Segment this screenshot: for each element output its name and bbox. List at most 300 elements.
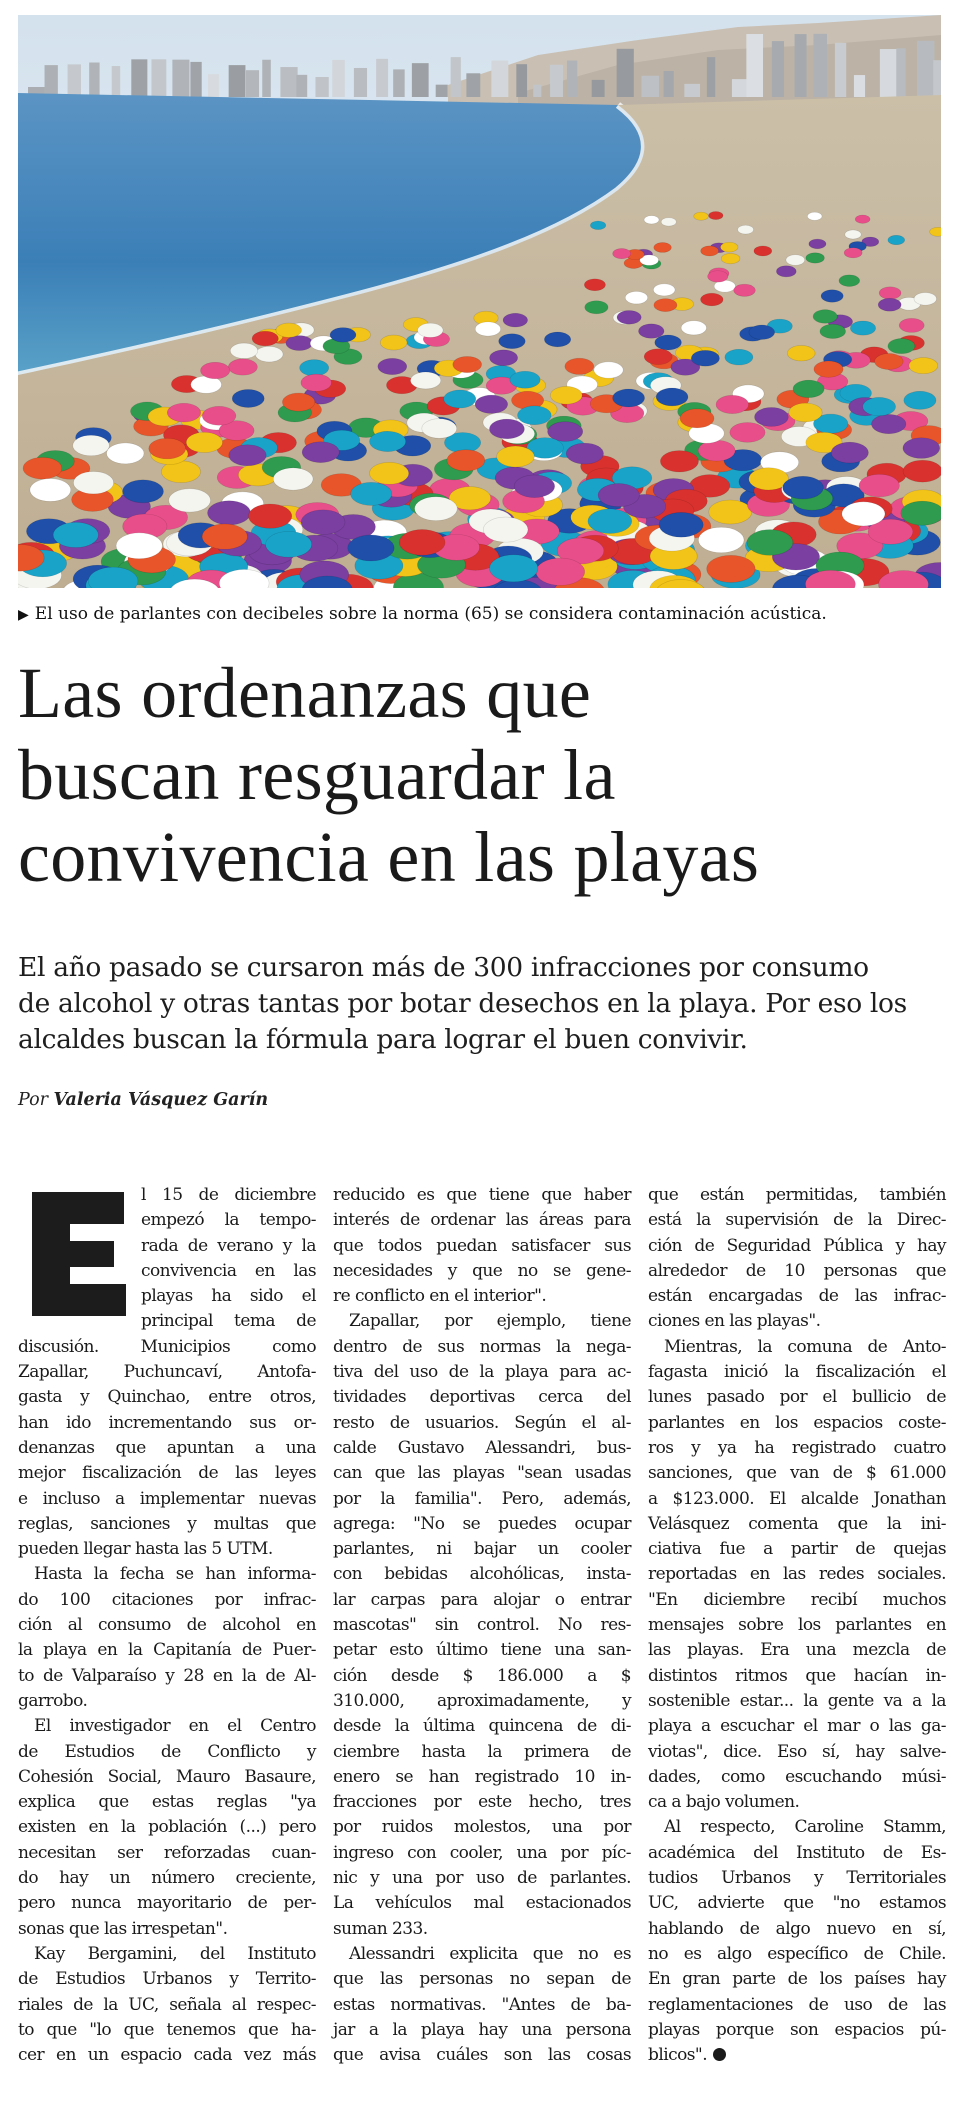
building-shape [436,85,448,97]
byline-author: Valeria Vásquez Garín [53,1090,269,1110]
umbrella-shape [725,349,753,365]
umbrella-shape [544,332,570,347]
umbrella-shape [888,339,915,354]
umbrella-shape [252,331,278,346]
umbrella-shape [566,443,603,464]
text-line: por la familia". Pero, además, [333,1488,631,1509]
body-column-2 [333,1183,631,2068]
text-line: hablando de algo nuevo en sí, [648,1918,946,1939]
text-line: enero se han registrado 10 in- [333,1766,631,1787]
umbrella-shape [644,216,659,224]
umbrella-shape [73,471,113,493]
umbrella-shape [73,435,110,455]
text-line: re conflicto en el interior". [333,1286,547,1307]
text-line: Mientras, la comuna de Anto- [664,1336,946,1357]
building-shape [746,34,763,97]
text-line: 310.000, aproximadamente, y [333,1690,631,1711]
umbrella-shape [721,253,740,263]
umbrella-shape [489,419,524,439]
umbrella-shape [875,353,904,369]
umbrella-shape [871,414,906,433]
building-shape [229,65,246,97]
umbrella-shape [370,431,406,451]
text-line: están encargadas de las infrac- [648,1286,946,1307]
umbrella-shape [590,221,605,230]
text-line: playa a escuchar el mar o las ga- [648,1716,946,1737]
paragraph [333,1942,631,2068]
umbrella-shape [248,504,291,528]
umbrella-shape [789,403,822,422]
text-line: han ido incrementando sus or- [18,1412,316,1433]
umbrella-shape [302,442,339,463]
umbrella-shape [806,253,825,263]
deck-line: El año pasado se cursaron más de 300 infracciones por consumo [18,952,869,983]
umbrella-shape [754,246,772,256]
building-shape [262,60,271,97]
caption-text: El uso de parlantes con decibeles sobre la norma (65) se considera contaminación acústica. [34,604,827,624]
building-shape [172,60,189,97]
umbrella-shape [839,275,860,287]
paragraph [648,1815,946,2068]
umbrella-shape [503,313,528,327]
building-shape [772,41,784,97]
text-line: suman 233. [333,1918,428,1939]
paragraph [18,1942,316,2068]
umbrella-shape [167,403,200,422]
building-shape [315,77,328,97]
umbrella-shape [483,517,528,542]
text-line: ros y ya ha registrado cuatro [648,1437,946,1458]
umbrella-shape [380,335,407,350]
building-shape [354,68,367,97]
umbrella-shape [691,350,719,366]
umbrella-shape [475,395,508,413]
umbrella-shape [536,558,585,585]
building-shape [795,34,807,97]
text-line: tividades deportivas cerca del [333,1387,631,1408]
text-line: las playas. Era una mezcla de [648,1640,946,1661]
umbrella-shape [720,242,738,252]
text-line: académica del Instituto de Es- [648,1842,946,1863]
text-line: UC, advierte que "no estamos [648,1893,946,1914]
umbrella-shape [859,474,899,497]
text-line: que todos puedan satisfacer sus [333,1235,631,1256]
umbrella-shape [787,345,815,361]
text-line: do hay un número creciente, [18,1868,316,1889]
umbrella-shape [490,555,538,582]
umbrella-shape [497,446,535,467]
text-line: petar esto último tiene una san- [333,1640,631,1661]
umbrella-shape [747,530,793,556]
umbrella-shape [904,391,936,409]
umbrella-shape [301,510,345,535]
text-line: con bebidas alcohólicas, insta- [333,1564,631,1585]
text-line: e incluso a implementar nuevas [18,1488,316,1509]
building-shape [45,65,58,97]
text-line: blicos". [648,2043,946,2068]
building-shape [933,60,941,97]
umbrella-shape [149,438,186,459]
text-line: dades, como escuchando músi- [648,1766,946,1787]
umbrella-shape [613,389,645,407]
text-line: rada de verano y la [141,1235,316,1256]
dropcap [28,1188,128,1319]
text-line: tiva del uso de la playa para ac- [333,1362,631,1383]
text-line: sonas que las irrespetan". [18,1918,228,1939]
text-line: lunes pasado por el bullicio de [648,1387,946,1408]
text-line: convivencia en las [141,1260,316,1281]
umbrella-shape [490,350,518,366]
text-line: playas ha sido el [141,1286,316,1307]
umbrella-shape [348,535,394,561]
building-shape [592,80,605,97]
text-line: la playa en la Capitanía de Puer- [18,1640,316,1661]
umbrella-shape [378,358,407,374]
umbrella-shape [370,462,409,484]
umbrella-shape [399,530,445,556]
text-line: mejor fiscalización de las leyes [18,1463,316,1484]
deck-line: alcaldes buscan la fórmula para lograr el buen convivir. [18,1024,748,1055]
text-line: cer en un espacio cada vez más [18,2045,316,2066]
paragraph [18,1335,316,1563]
text-line: to de Valparaíso y 28 en la de Al- [18,1665,316,1686]
umbrella-shape [585,301,608,314]
umbrella-shape [475,322,500,336]
text-line: Al respecto, Caroline Stamm, [664,1817,946,1838]
umbrella-shape [447,450,485,471]
text-line: explica que estas reglas "ya [18,1792,316,1813]
text-line: parlantes en los espacios coste- [648,1412,946,1433]
text-line: distintos ritmos que hacían in- [648,1665,946,1686]
umbrella-shape [680,409,714,428]
building-shape [131,59,147,97]
umbrella-shape [351,482,392,505]
umbrella-shape [613,249,631,259]
umbrella-shape [202,406,236,425]
building-shape [813,34,827,97]
building-shape [732,79,747,97]
building-shape [208,74,219,97]
text-line: can que las playas "sean usadas [333,1463,631,1484]
umbrella-shape [286,336,313,351]
umbrella-shape [709,212,723,220]
building-shape [68,64,81,97]
text-line: discusión. Municipios como [18,1336,316,1357]
umbrella-shape [855,215,870,223]
building-shape [617,49,634,97]
body-column-1 [18,1183,316,2068]
umbrella-shape [229,445,267,466]
umbrella-shape [783,476,824,499]
byline [18,1090,268,1110]
umbrella-shape [698,527,744,553]
beach-photo [18,15,941,588]
text-line: existen en la población (...) pero [18,1817,316,1838]
umbrella-shape [903,460,941,482]
umbrella-shape [814,361,843,377]
umbrella-shape [701,293,724,306]
text-line: de Estudios Urbanos y Territo- [18,1969,316,1990]
building-shape [641,76,659,97]
text-line: empezó la tempo- [141,1210,316,1231]
umbrella-shape [831,442,868,463]
text-line: fracciones por este hecho, tres [333,1792,631,1813]
text-line: ciativa fue a partir de quejas [648,1539,946,1560]
building-shape [835,43,846,97]
text-line: desde la última quincena de di- [333,1716,631,1737]
headline [18,652,948,898]
building-shape [880,49,897,97]
umbrella-shape [514,475,555,498]
umbrella-shape [107,443,144,464]
caption-marker-icon: ▶ [18,607,29,623]
text-line: Kay Bergamini, del Instituto [34,1943,316,1964]
umbrella-shape [654,243,672,253]
umbrella-shape [499,334,526,349]
text-line: necesidades y que no se gene- [333,1260,631,1281]
text-line: El investigador en el Centro [34,1716,316,1737]
text-line: no es algo específico de Chile. [648,1943,946,1964]
text-line: reglamentaciones de uso de las [648,1994,946,2015]
umbrella-shape [655,335,682,350]
umbrella-shape [793,380,824,397]
umbrella-shape [123,480,164,503]
umbrella-shape [709,500,752,524]
text-line: ca a bajo volumen. [648,1792,800,1813]
umbrella-shape [200,362,229,378]
text-line: ción de Seguridad Pública y hay [648,1235,946,1256]
umbrella-shape [755,407,789,426]
text-line: que están permitidas, también [648,1185,946,1205]
umbrella-shape [734,284,756,296]
umbrella-shape [518,406,552,425]
text-line: garrobo. [18,1690,88,1711]
umbrella-shape [694,212,709,220]
text-line: tudios Urbanos y Territoriales [648,1868,946,1889]
paragraph [648,1183,946,1335]
text-line: pero nunca mayoritario de per- [18,1893,316,1914]
building-shape [917,41,934,97]
umbrella-shape [888,235,905,244]
text-line: to que "lo que tenemos que ha- [18,2019,316,2040]
text-line: "En diciembre recibí muchos [648,1589,946,1610]
text-line: que avisa cuáles son las cosas [333,2045,631,2066]
deck-line: de alcohol y otras tantas por botar desechos en la playa. Por eso los [18,988,907,1019]
umbrella-shape [415,497,458,521]
umbrella-shape [588,509,632,534]
umbrella-shape [300,360,329,376]
text-line: l 15 de diciembre [141,1185,316,1205]
building-shape [516,64,527,97]
umbrella-shape [878,298,901,311]
text-line: ciembre hasta la primera de [333,1741,631,1762]
umbrella-shape [776,266,796,277]
text-line: Alessandri explicita que no es [349,1943,631,1964]
building-shape [854,75,865,97]
text-line: alrededor de 10 personas que [648,1260,946,1281]
umbrella-shape [701,246,719,256]
text-line: dentro de sus normas la nega- [333,1336,631,1357]
umbrella-shape [453,356,482,372]
text-line: ción desde $ 186.000 a $ [333,1665,631,1686]
article-deck [18,950,948,1058]
text-line: principal tema de [141,1311,316,1332]
umbrella-shape [444,390,476,408]
dropcap-letter-e-icon [28,1188,128,1319]
umbrella-shape [842,502,885,526]
umbrella-shape [228,359,257,375]
umbrella-shape [418,323,444,337]
text-line: Velásquez comenta que la ini- [648,1513,946,1534]
umbrella-shape [809,239,826,249]
umbrella-shape [749,325,775,339]
building-shape [190,62,201,97]
text-line: por ruidos molestos, una por [333,1817,631,1838]
text-line: La vehículos mal estacionados [333,1893,631,1914]
paragraph [333,1309,631,1941]
building-shape [112,66,121,97]
umbrella-shape [565,358,594,374]
umbrella-shape [255,346,283,362]
umbrella-shape [30,479,71,502]
umbrella-shape [738,225,754,234]
text-line: Zapallar, Puchuncaví, Antofa- [18,1362,316,1383]
text-line: viotas", dice. Eso sí, hay salve- [648,1741,946,1762]
body-column-3 [648,1183,946,2068]
text-line: ciones en las playas". [648,1311,821,1332]
text-line: Hasta la fecha se han informa- [34,1564,316,1585]
text-line: ingreso con cooler, una por píc- [333,1842,631,1863]
umbrella-shape [821,290,843,302]
text-line: sanciones, que van de $ 61.000 [648,1463,946,1484]
building-shape [550,65,563,97]
text-line: fagasta inició la fiscalización el [648,1362,946,1383]
text-line: necesitan ser reforzadas cuan- [18,1842,316,1863]
umbrella-shape [232,389,264,407]
building-shape [896,48,905,97]
umbrella-shape [276,323,302,337]
text-line: reglas, sanciones y multas que [18,1513,316,1534]
umbrella-shape [716,395,749,413]
text-line: gasta y Quinchao, entre otros, [18,1387,316,1408]
umbrella-shape [681,321,706,335]
building-shape [412,63,429,97]
building-shape [466,73,480,97]
building-shape [246,70,259,97]
umbrella-shape [661,218,676,226]
umbrella-shape [273,468,313,490]
umbrella-shape [901,501,941,525]
building-shape [393,69,405,97]
umbrella-shape [844,248,862,258]
umbrella-shape [638,324,664,338]
text-line: ción al consumo de alcohol en [18,1615,316,1636]
umbrella-shape [845,230,861,239]
text-line: mascotas" sin control. No res- [333,1615,631,1636]
text-line: que las personas no sepan de [333,1969,631,1990]
umbrella-shape [903,438,940,459]
photo-caption [18,603,948,626]
text-line: Cohesión Social, Mauro Basaure, [18,1766,316,1787]
umbrella-shape [914,293,936,306]
umbrella-shape [230,343,257,358]
text-line: sostenible estar... la gente va a la [648,1690,946,1711]
text-line: parlantes, ni bajar un cooler [333,1539,631,1560]
umbrella-shape [659,512,703,537]
paragraph [333,1183,631,1309]
umbrella-shape [23,457,62,479]
umbrella-shape [282,393,314,411]
umbrella-shape [169,489,211,512]
paragraph [648,1335,946,1816]
umbrella-shape [656,388,688,406]
building-shape [151,59,166,97]
byline-prefix: Por [18,1090,48,1110]
text-line: interés de ordenar las áreas para [333,1210,631,1231]
headline-line: convivencia en las playas [18,817,760,897]
umbrella-shape [909,358,938,374]
building-shape [451,57,461,97]
umbrella-shape [730,422,765,442]
text-line: está la supervisión de la Direc- [648,1210,946,1231]
text-line: lar carpas para alojar o entrar [333,1589,631,1610]
text-line: estas normativas. "Antes de ba- [333,1994,631,2015]
text-line: riales de la UC, señala al respec- [18,1994,316,2015]
umbrella-shape [707,555,755,582]
umbrella-shape [850,321,875,335]
umbrella-shape [202,524,247,549]
dropcap-glyph [32,1192,126,1316]
umbrella-shape [660,451,698,472]
text-line: Zapallar, por ejemplo, tiene [349,1311,631,1332]
building-shape [491,60,508,97]
umbrella-shape [53,522,98,547]
headline-line: buscan resguardar la [18,735,616,815]
umbrella-shape [807,212,822,220]
umbrella-shape [510,371,540,388]
umbrella-shape [625,291,647,304]
umbrella-shape [879,287,901,299]
building-shape [567,61,577,97]
umbrella-shape [422,419,457,439]
umbrella-shape [617,311,641,325]
building-shape [376,59,388,97]
umbrella-shape [820,324,846,338]
umbrella-shape [266,531,312,557]
building-shape [89,62,99,97]
umbrella-shape [410,372,440,389]
building-shape [707,57,715,97]
umbrella-shape [584,279,605,291]
end-of-article-icon [713,2048,726,2061]
text-line: nic y una por uso de parlantes. [333,1868,631,1889]
umbrella-shape [654,299,677,312]
building-shape [684,84,700,97]
text-line: mensajes sobre los parlantes en [648,1615,946,1636]
text-line: jar a la playa hay una persona [333,2019,631,2040]
umbrella-shape [594,362,623,378]
building-shape [332,60,345,97]
building-shape [664,71,674,97]
umbrella-shape [186,432,222,452]
umbrella-shape [786,255,805,266]
text-line: reducido es que tiene que haber [333,1185,631,1205]
building-shape [296,75,307,97]
paragraph [18,1714,316,1942]
text-line: En gran parte de los países hay [648,1969,946,1990]
building-shape [533,85,541,97]
text-line: resto de usuarios. Según el al- [333,1412,631,1433]
